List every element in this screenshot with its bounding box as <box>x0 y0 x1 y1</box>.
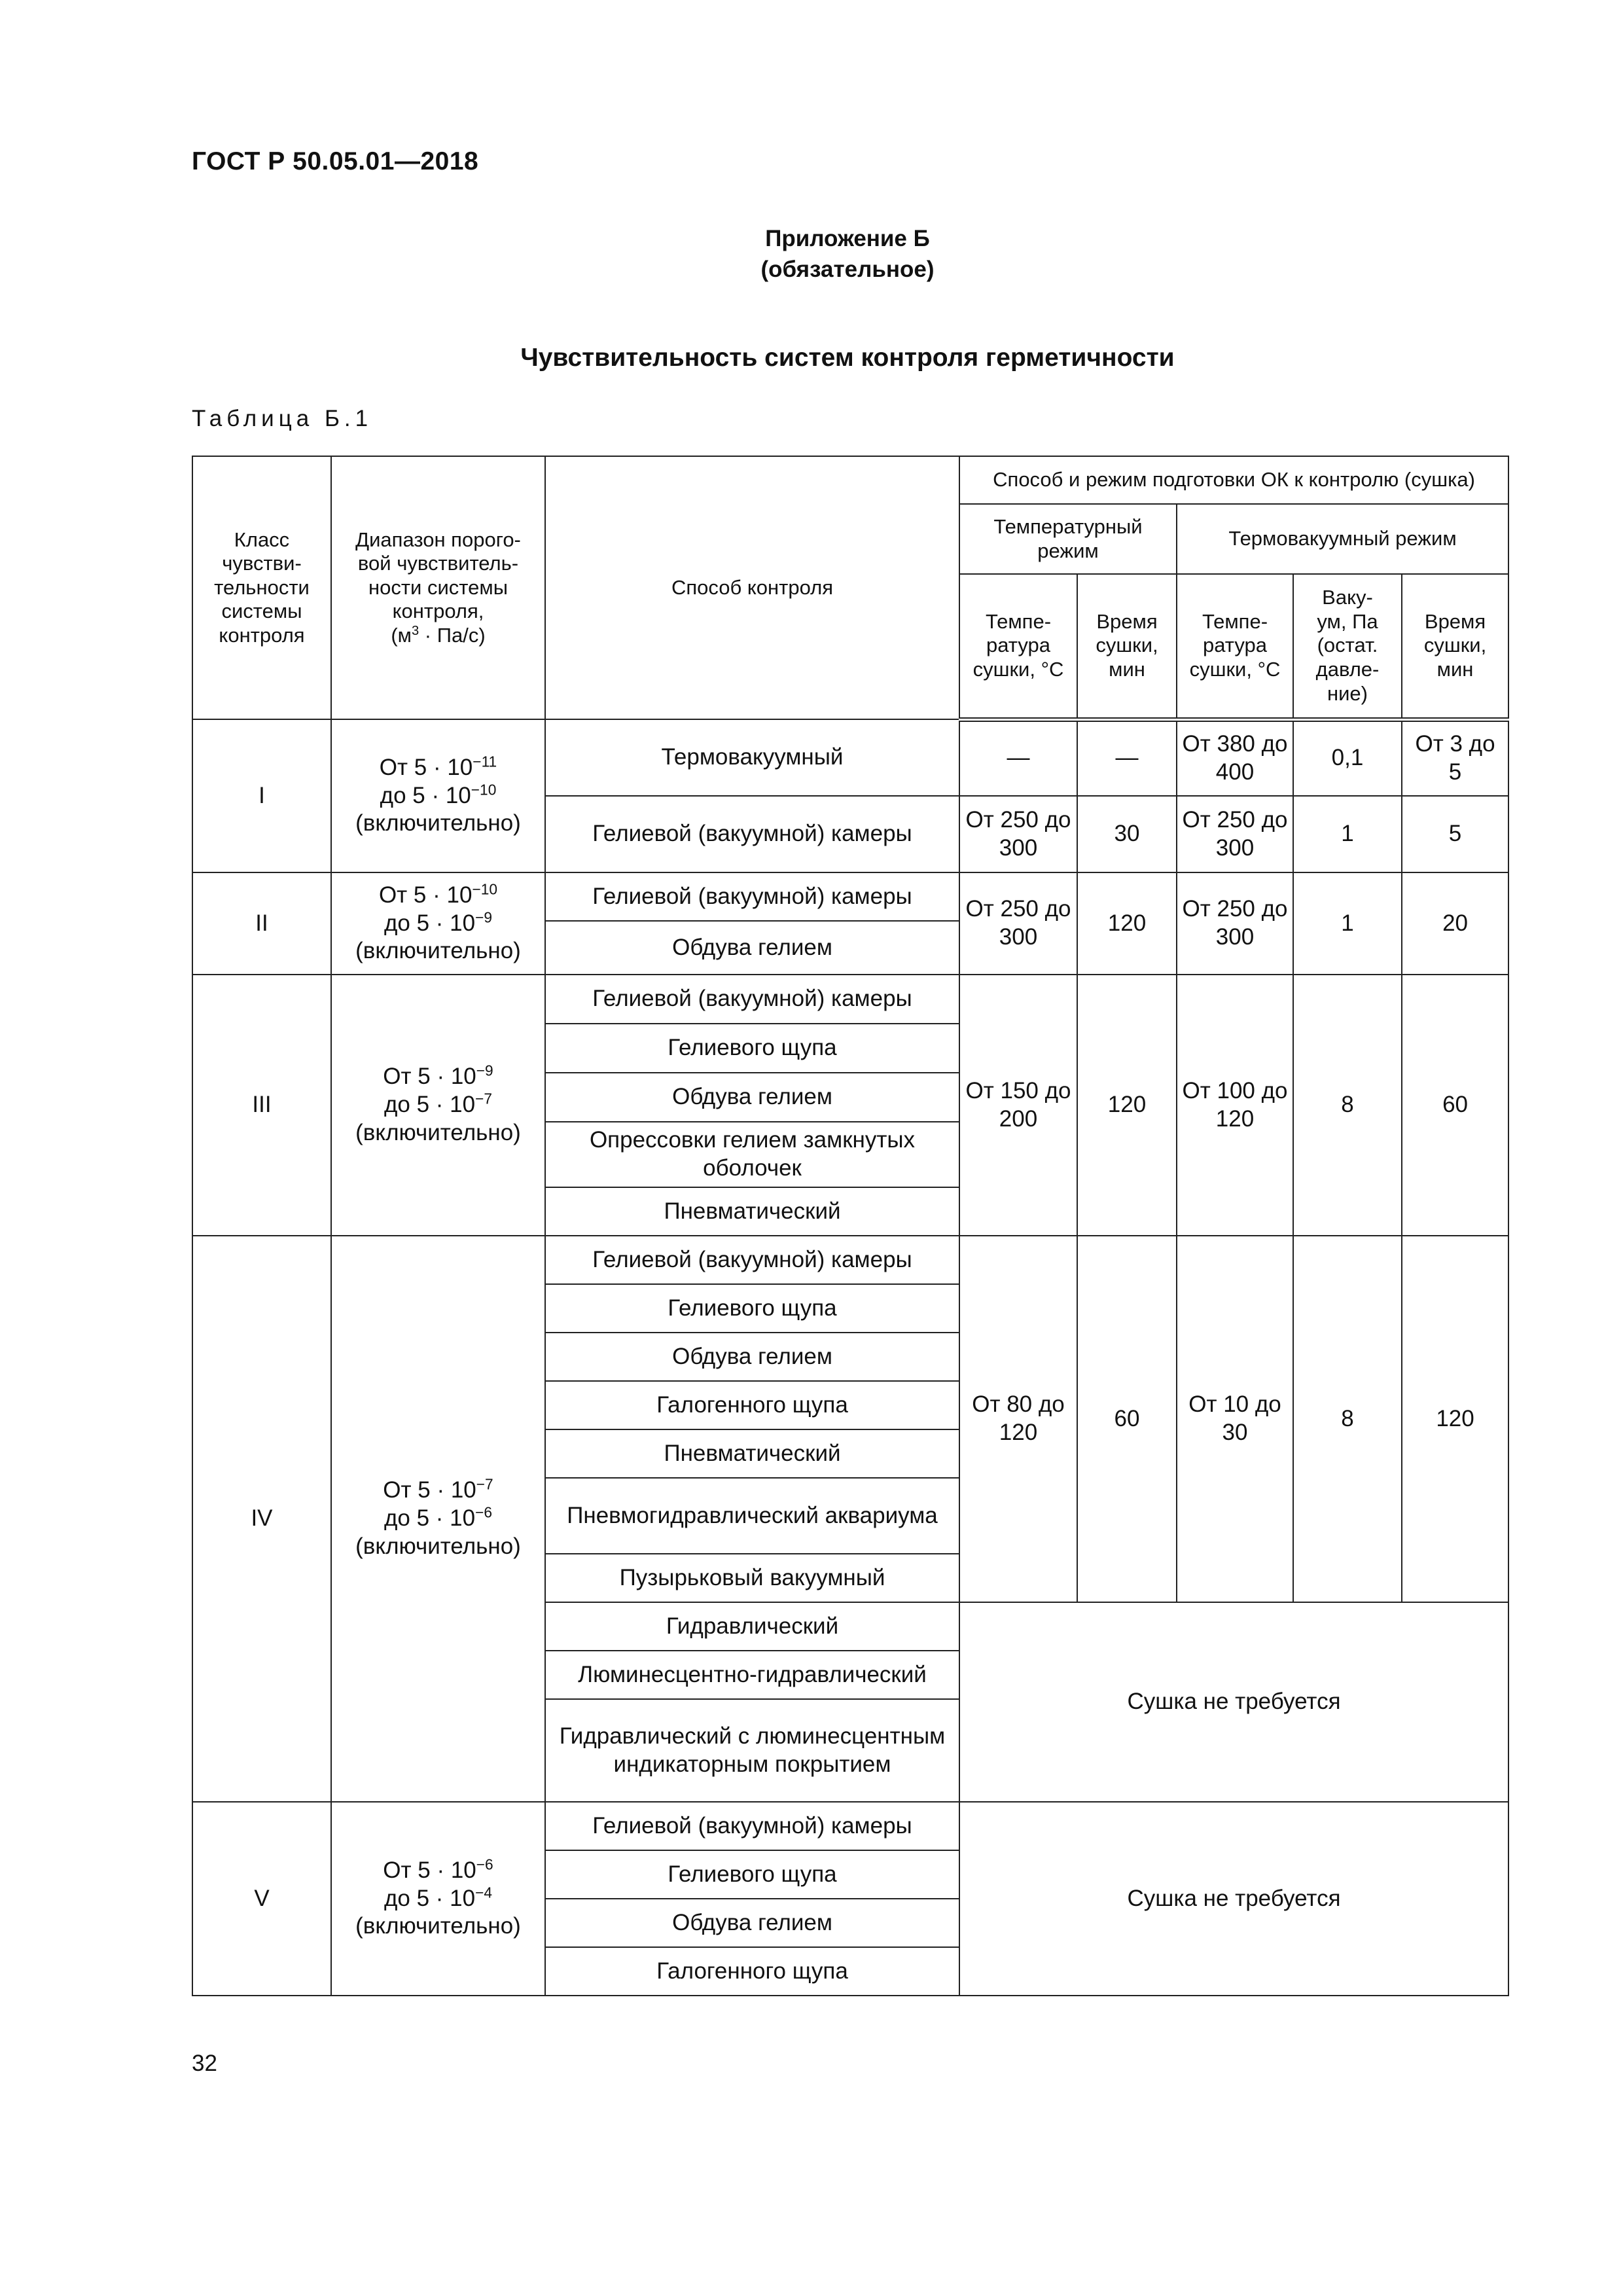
header-vacuum <box>1293 574 1402 719</box>
method-cell: Опрессовки гелием замкнутых оболочек <box>545 1122 959 1187</box>
range-to-exponent: −10 <box>471 781 497 798</box>
range-to-exponent: −9 <box>475 908 493 926</box>
method-cell: Гелиевого щупа <box>545 1024 959 1073</box>
sensitivity-table <box>192 456 1509 1996</box>
temp-mode-temp: От 250 до 300 <box>959 796 1077 872</box>
annex-title: Приложение Б <box>765 226 930 251</box>
temp-mode-time: 60 <box>1077 1236 1177 1602</box>
range-cell <box>331 1802 545 1996</box>
method-cell: Гелиевой (вакуумной) камеры <box>545 872 959 921</box>
no-drying-cell: Сушка не требуется <box>959 1602 1508 1802</box>
table-caption: Таблица Б.1 <box>192 406 373 431</box>
temp-mode-temp: От 250 до 300 <box>959 872 1077 975</box>
range-cell <box>331 872 545 975</box>
thermovac-temp: От 10 до 30 <box>1177 1236 1293 1602</box>
range-to-exponent: −7 <box>475 1090 493 1107</box>
header-vacuum-line: (остат. <box>1317 634 1378 657</box>
range-from-exponent: −6 <box>476 1856 493 1873</box>
temp-mode-time: 120 <box>1077 872 1177 975</box>
range-to: до 5 · 10 <box>383 910 476 936</box>
table-row <box>192 1802 1508 1850</box>
method-cell: Гелиевой (вакуумной) камеры <box>545 1802 959 1850</box>
thermovac-temp: От 100 до 120 <box>1177 975 1293 1236</box>
range-inclusive: (включительно) <box>355 1913 521 1939</box>
header-class: Класс чувстви- тельности системы контроля <box>192 456 331 719</box>
temp-mode-time: 120 <box>1077 975 1177 1236</box>
header-time-drying: Время сушки, мин <box>1402 574 1508 719</box>
range-to: до 5 · 10 <box>383 1505 476 1532</box>
header-temp-mode: Температурный режим <box>959 504 1177 574</box>
method-cell: Галогенного щупа <box>545 1947 959 1996</box>
document-header: ГОСТ Р 50.05.01—2018 <box>192 147 479 175</box>
method-cell: Пневмогидравлический аквариума <box>545 1478 959 1554</box>
table-row <box>192 872 1508 921</box>
header-prep: Способ и режим подготовки ОК к контролю (сушка) <box>959 456 1508 504</box>
range-from: От 5 · 10 <box>383 1477 476 1503</box>
header-vacuum-line: ум, Па <box>1317 609 1378 633</box>
header-range-line: Диапазон порого- <box>355 528 521 551</box>
header-vacuum-line: ние) <box>1327 681 1368 705</box>
thermovac-vacuum: 1 <box>1293 796 1402 872</box>
thermovac-vacuum: 8 <box>1293 1236 1402 1602</box>
range-inclusive: (включительно) <box>355 938 521 964</box>
temp-mode-temp: От 80 до 120 <box>959 1236 1077 1602</box>
range-to-exponent: −6 <box>475 1503 493 1521</box>
thermovac-time: 120 <box>1402 1236 1508 1602</box>
range-to-exponent: −4 <box>475 1884 493 1901</box>
table-row <box>192 975 1508 1024</box>
range-from: От 5 · 10 <box>378 882 473 908</box>
class-cell: IV <box>192 1236 331 1802</box>
range-to: до 5 · 10 <box>383 1885 476 1911</box>
annex-status: (обязательное) <box>760 257 935 282</box>
method-cell: Обдува гелием <box>545 1333 959 1381</box>
method-cell: Обдува гелием <box>545 1073 959 1122</box>
range-cell <box>331 1236 545 1802</box>
method-cell: Гидравлический <box>545 1602 959 1651</box>
class-cell: II <box>192 872 331 975</box>
range-inclusive: (включительно) <box>355 810 521 836</box>
method-cell: Пневматический <box>545 1187 959 1236</box>
method-cell: Пневматический <box>545 1429 959 1478</box>
table-row <box>192 1236 1508 1284</box>
class-cell: I <box>192 719 331 872</box>
header-temp-drying: Темпе- ратура сушки, °С <box>959 574 1077 719</box>
method-cell: Гелиевого щупа <box>545 1850 959 1899</box>
temp-mode-time: 30 <box>1077 796 1177 872</box>
thermovac-vacuum: 8 <box>1293 975 1402 1236</box>
range-from-exponent: −10 <box>472 880 498 898</box>
thermovac-time: 20 <box>1402 872 1508 975</box>
header-vacuum-line: давле- <box>1315 658 1380 681</box>
header-range-line: ности системы <box>368 575 508 599</box>
thermovac-time: 60 <box>1402 975 1508 1236</box>
method-cell: Гелиевой (вакуумной) камеры <box>545 975 959 1024</box>
method-cell: Пузырьковый вакуумный <box>545 1554 959 1602</box>
header-range-line: вой чувствитель- <box>357 552 519 575</box>
header-vacuum-line: Ваку- <box>1322 586 1373 609</box>
temp-mode-time: — <box>1077 719 1177 796</box>
range-inclusive: (включительно) <box>355 1119 521 1145</box>
method-cell: Люминесцентно-гидравлический <box>545 1651 959 1699</box>
range-inclusive: (включительно) <box>355 1533 521 1559</box>
header-time-drying: Время сушки, мин <box>1077 574 1177 719</box>
range-to: до 5 · 10 <box>383 1092 476 1118</box>
header-range-line: контроля, <box>392 600 484 623</box>
method-cell: Гелиевой (вакуумной) камеры <box>545 796 959 872</box>
method-cell: Гелиевой (вакуумной) камеры <box>545 1236 959 1284</box>
thermovac-temp: От 250 до 300 <box>1177 796 1293 872</box>
thermovac-temp: От 250 до 300 <box>1177 872 1293 975</box>
method-cell: Обдува гелием <box>545 921 959 975</box>
header-range-unit: (м <box>391 623 412 647</box>
method-cell: Обдува гелием <box>545 1899 959 1947</box>
range-cell <box>331 975 545 1236</box>
range-from: От 5 · 10 <box>383 1064 476 1090</box>
range-from: От 5 · 10 <box>379 754 473 780</box>
class-cell: V <box>192 1802 331 1996</box>
header-method: Способ контроля <box>545 456 959 719</box>
thermovac-time: От 3 до 5 <box>1402 719 1508 796</box>
temp-mode-temp: От 150 до 200 <box>959 975 1077 1236</box>
no-drying-cell: Сушка не требуется <box>959 1802 1508 1996</box>
class-cell: III <box>192 975 331 1236</box>
table-row <box>192 719 1508 796</box>
range-cell <box>331 719 545 872</box>
method-cell: Гидравлический с люминесцентным индикаторным покрытием <box>545 1699 959 1802</box>
thermovac-vacuum: 1 <box>1293 872 1402 975</box>
section-title: Чувствительность систем контроля герметичности <box>520 344 1175 372</box>
header-range-unit-exponent: 3 <box>411 623 419 638</box>
range-from-exponent: −11 <box>473 753 497 770</box>
page-number: 32 <box>192 2051 217 2076</box>
header-range <box>331 456 545 719</box>
thermovac-vacuum: 0,1 <box>1293 719 1402 796</box>
range-to: до 5 · 10 <box>380 782 471 808</box>
method-cell: Гелиевого щупа <box>545 1284 959 1333</box>
method-cell: Термовакуумный <box>545 719 959 796</box>
header-temp-drying: Темпе- ратура сушки, °С <box>1177 574 1293 719</box>
header-range-unit: · Па/с) <box>419 623 486 647</box>
temp-mode-temp: — <box>959 719 1077 796</box>
header-thermovac-mode: Термовакуумный режим <box>1177 504 1508 574</box>
method-cell: Галогенного щупа <box>545 1381 959 1429</box>
thermovac-time: 5 <box>1402 796 1508 872</box>
range-from-exponent: −9 <box>476 1062 493 1079</box>
range-from-exponent: −7 <box>476 1475 493 1493</box>
range-from: От 5 · 10 <box>383 1857 476 1883</box>
thermovac-temp: От 380 до 400 <box>1177 719 1293 796</box>
